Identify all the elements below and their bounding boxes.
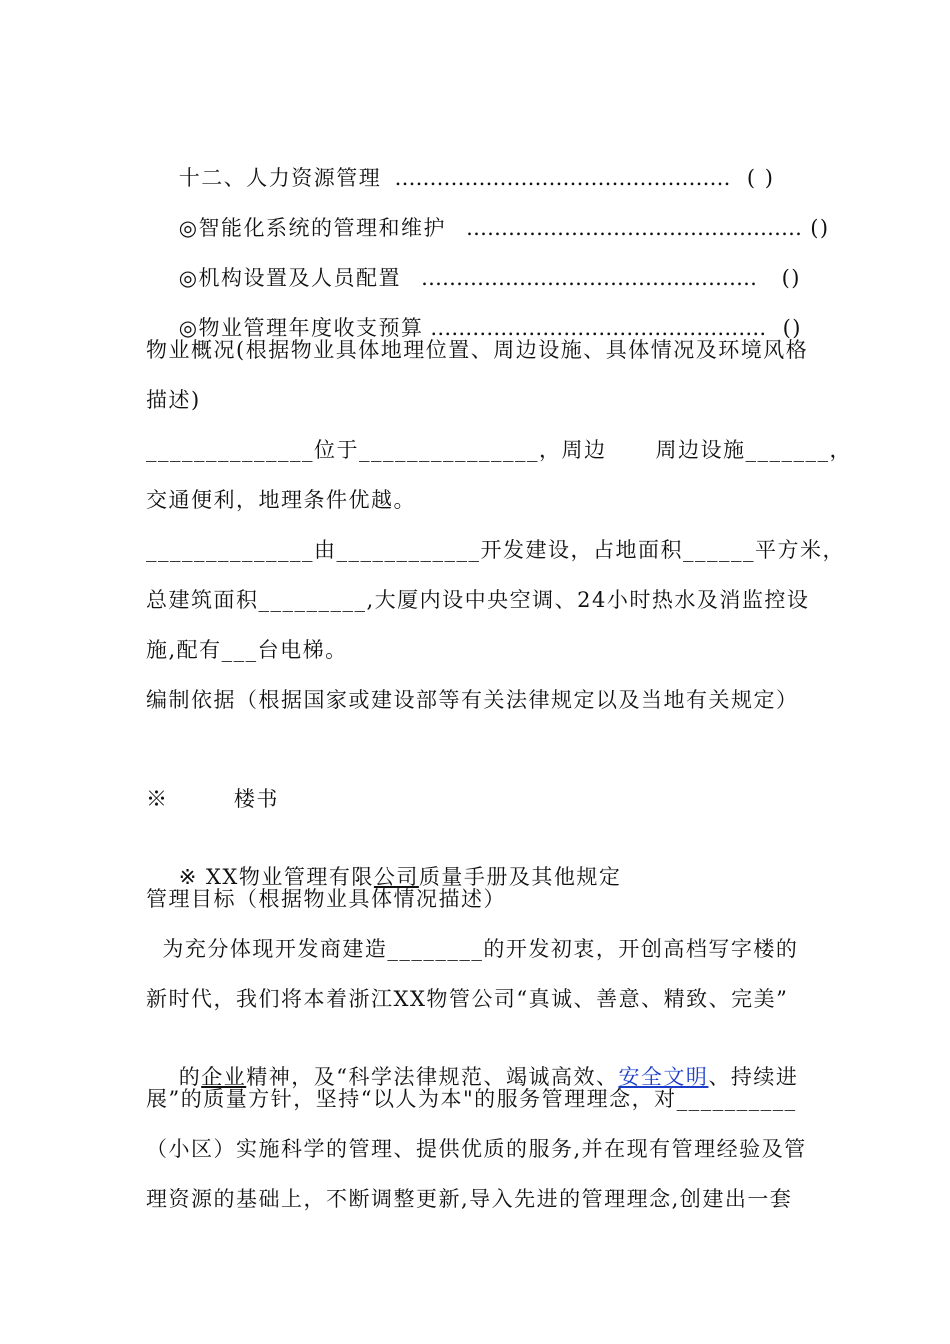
goal-text: 的 — [178, 1065, 202, 1089]
basis-item-brochure: ※ 楼书 — [146, 787, 279, 811]
goal-line-2: 新时代，我们将本着浙江XX物管公司“真诚、善意、精致、完美” — [146, 987, 789, 1011]
overview-para2-line2: 总建筑面积_________,大厦内设中央空调、24小时热水及消监控设 — [146, 588, 810, 612]
toc-title: ◎机构设置及人员配置 — [178, 266, 402, 290]
overview-para2-line1: ______________由____________开发建设，占地面积______平方米， — [146, 538, 845, 562]
goal-text: 、持续进 — [708, 1065, 799, 1089]
toc-leader: ………………………………………… — [381, 166, 731, 190]
safety-link[interactable]: 安全文明 — [618, 1065, 709, 1089]
toc-leader: ………………………………………… — [446, 216, 803, 240]
basis-heading: 编制依据（根据国家或建设部等有关法律规定以及当地有关规定） — [146, 688, 799, 712]
toc-page: () — [757, 266, 801, 290]
toc-title: ◎物业管理年度收支预算 — [178, 316, 424, 340]
basis-item-prefix: ※ XX物业管理有限 — [178, 865, 374, 889]
goal-heading: 管理目标（根据物业具体情况描述） — [146, 887, 506, 911]
toc-title: 十二、人力资源管理 — [178, 166, 382, 190]
toc-title: ◎智能化系统的管理和维护 — [178, 216, 447, 240]
overview-para2-line3: 施,配有___台电梯。 — [146, 638, 348, 662]
goal-line-1: 为充分体现开发商建造________的开发初衷，开创高档写字楼的 — [146, 937, 799, 961]
goal-text: 精神，及“科学法律规范、竭诚高效、 — [246, 1065, 619, 1089]
toc-page: ( ) — [730, 166, 775, 190]
overview-para1-line2: 交通便利，地理条件优越。 — [146, 488, 416, 512]
goal-line-4: 展”的质量方针，坚持“以人为本"的服务管理理念，对__________ — [146, 1087, 797, 1111]
goal-line-6: 理资源的基础上，不断调整更新,导入先进的管理理念,创建出一套 — [146, 1187, 793, 1211]
underlined-enterprise: 企业 — [201, 1065, 247, 1089]
toc-page: () — [766, 316, 802, 340]
overview-heading-line2: 描述) — [146, 388, 201, 412]
overview-heading-line1: 物业概况(根据物业具体地理位置、周边设施、具体情况及环境风格 — [146, 338, 809, 362]
toc-leader: ………………………………………… — [423, 316, 767, 340]
basis-item-suffix: 质量手册及其他规定 — [418, 865, 622, 889]
overview-para1-line1: ______________位于_______________，周边 周边设施_______， — [146, 438, 853, 462]
underlined-company: 公司 — [373, 865, 419, 889]
toc-leader: ………………………………………… — [401, 266, 758, 290]
toc-page: () — [802, 216, 830, 240]
goal-line-5: （小区）实施科学的管理、提供优质的服务,并在现有管理经验及管 — [146, 1137, 807, 1161]
